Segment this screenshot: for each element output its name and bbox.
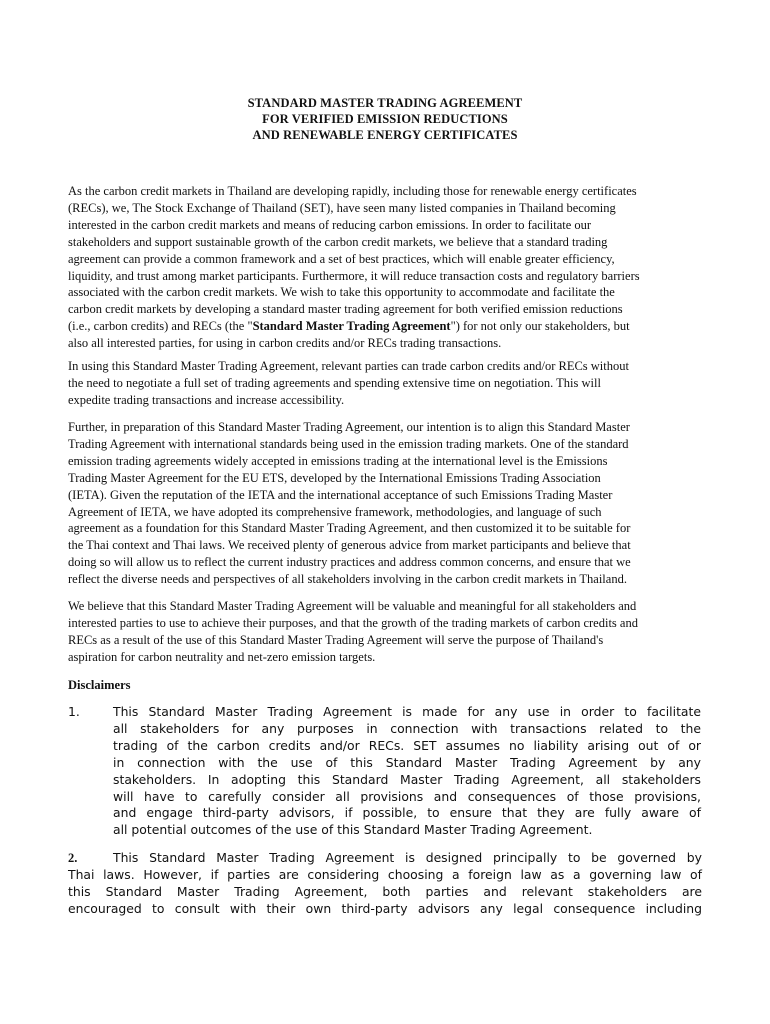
text-line: Trading Agreement with international standards being used in the emission trading markets. One of the standard [68, 436, 629, 451]
text-line: all stakeholders for any purposes in connection with transactions related to the [113, 720, 701, 736]
text-line: the need to negotiate a full set of trading agreements and spending extensive time on negotiation. This will [68, 375, 601, 390]
text-line: in connection with the use of this Standard Master Trading Agreement by any [113, 754, 701, 770]
text-line: associated with the carbon credit markets. We wish to take this opportunity to accommodate and facilitate the [68, 285, 615, 300]
text-line: (RECs), we, The Stock Exchange of Thailand (SET), have seen many listed companies in Thailand becoming [68, 200, 616, 215]
text-line: interested parties to use to achieve their purposes, and that the growth of the trading markets of carbon credits and [68, 615, 638, 630]
text-line: stakeholders and support sustainable growth of the carbon credit markets, we believe that a standard trading [68, 234, 608, 249]
disclaimer-number: 2. [68, 851, 78, 865]
text-line: Thai laws. However, if parties are considering choosing a foreign law as a governing law of [68, 866, 702, 882]
text-line: In using this Standard Master Trading Agreement, relevant parties can trade carbon credits and/or RECs without [68, 359, 629, 373]
text-line: reflect the diverse needs and perspectives of all stakeholders involving in the carbon credit markets in Thailand. [68, 572, 627, 587]
intro-paragraph-3 [68, 419, 700, 588]
text-line: liquidity, and trust among market participants. Furthermore, it will reduce transaction costs and regulatory barriers [68, 268, 640, 283]
disclaimer-item-2 [68, 850, 702, 918]
text-line: RECs as a result of the use of this Standard Master Trading Agreement will serve the purpose of Thailand's [68, 632, 604, 647]
intro-paragraph-1 [68, 183, 700, 352]
text-line: doing so will allow us to reflect the current industry practices and address common concerns, and ensure that we [68, 555, 631, 570]
title-line: FOR VERIFIED EMISSION REDUCTIONS [262, 112, 508, 127]
text-run: ") for not only our stakeholders, but [450, 319, 630, 334]
text-line: encouraged to consult with their own third-party advisors any legal consequence including [68, 900, 702, 916]
text-line: Trading Master Agreement for the EU ETS, developed by the International Emissions Trading Association [68, 470, 601, 485]
text-line: will have to carefully consider all provisions and consequences of those provisions, [113, 788, 701, 804]
text-line: carbon credit markets by developing a standard master trading agreement for both verified emission reductions [68, 302, 623, 317]
title-line: STANDARD MASTER TRADING AGREEMENT [247, 96, 523, 110]
text-line: the Thai context and Thai laws. We received plenty of generous advice from market participants and believe that [68, 538, 631, 553]
disclaimer-text [113, 704, 701, 839]
document-title [0, 95, 770, 144]
text-line: and engage third-party advisors, if possible, to ensure that they are fully aware of [113, 805, 701, 821]
text-line: stakeholders. In adopting this Standard Master Trading Agreement, all stakeholders [113, 771, 701, 787]
text-line: all potential outcomes of the use of this Standard Master Trading Agreement. [113, 822, 593, 838]
disclaimers-heading: Disclaimers [68, 678, 131, 692]
text-line: Agreement of IETA, we have adopted its comprehensive framework, methodologies, and language of such [68, 504, 602, 519]
text-run: This Standard Master Trading Agreement is designed principally to be governed by [113, 850, 702, 865]
text-line: (IETA). Given the reputation of the IETA and the international acceptance of such Emissions Trading Master [68, 487, 613, 502]
text-line [68, 318, 700, 335]
text-line: emission trading agreements widely accepted in emissions trading at the international level is the Emissions [68, 453, 608, 468]
text-line: trading of the carbon credits and/or RECs. SET assumes no liability arising out of or [113, 737, 701, 753]
text-line: also all interested parties, for using in carbon credits and/or RECs trading transactions. [68, 336, 502, 351]
title-line: AND RENEWABLE ENERGY CERTIFICATES [252, 128, 518, 143]
disclaimer-number: 1. [68, 704, 80, 719]
text-line: agreement as a foundation for this Standard Master Trading Agreement, and then customized it to be suitable for [68, 521, 631, 536]
text-line: this Standard Master Trading Agreement, both parties and relevant stakeholders are [68, 883, 702, 899]
text-line: agreement can provide a common framework and a set of best practices, which will enable greater efficiency, [68, 251, 615, 266]
text-line: As the carbon credit markets in Thailand are developing rapidly, including those for renewable energy certificates [68, 184, 637, 198]
defined-term: Standard Master Trading Agreement [252, 319, 451, 334]
text-line: This Standard Master Trading Agreement is made for any use in order to facilitate [113, 704, 701, 719]
intro-paragraph-2 [68, 358, 700, 409]
intro-paragraph-4 [68, 598, 700, 666]
text-line: Further, in preparation of this Standard Master Trading Agreement, our intention is to align this Standard Master [68, 420, 630, 434]
text-line [68, 850, 702, 867]
text-line: aspiration for carbon neutrality and net-zero emission targets. [68, 649, 376, 664]
text-line: interested in the carbon credit markets and means of reducing carbon emissions. In order to facilitate our [68, 217, 592, 232]
text-run: (i.e., carbon credits) and RECs (the " [68, 319, 253, 334]
text-line: expedite trading transactions and increase accessibility. [68, 392, 345, 407]
text-line: We believe that this Standard Master Trading Agreement will be valuable and meaningful for all stakeholders and [68, 599, 637, 613]
